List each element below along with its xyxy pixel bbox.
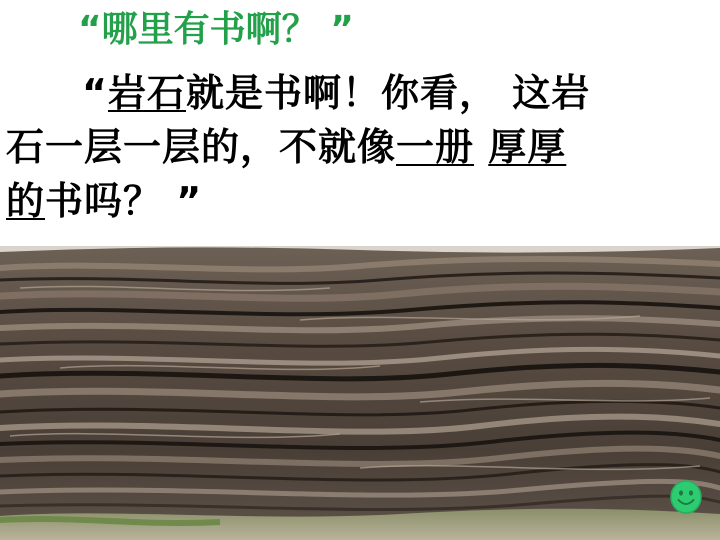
- answer-line-2: [6, 120, 714, 174]
- answer-line-2-gap: [474, 125, 488, 169]
- open-quote: “: [82, 71, 108, 115]
- underlined-de: 的: [6, 179, 46, 223]
- smiley-face-icon[interactable]: [670, 480, 702, 514]
- answer-line-2-lead: 石一层一层的，不就像: [6, 125, 397, 169]
- underlined-thick: 厚厚: [488, 125, 567, 169]
- underlined-one-volume: 一册: [396, 125, 475, 169]
- answer-line-3-rest: 书吗？ ”: [45, 179, 203, 223]
- answer-text: [6, 66, 714, 228]
- rock-layers-photo: [0, 246, 720, 540]
- answer-line-3: [6, 174, 714, 228]
- answer-line-1-rest: 就是书啊！你看， 这岩: [186, 71, 591, 115]
- question-text: “哪里有书啊？ ”: [78, 9, 354, 50]
- underlined-rock: 岩石: [107, 71, 186, 115]
- answer-line-1: [6, 66, 714, 120]
